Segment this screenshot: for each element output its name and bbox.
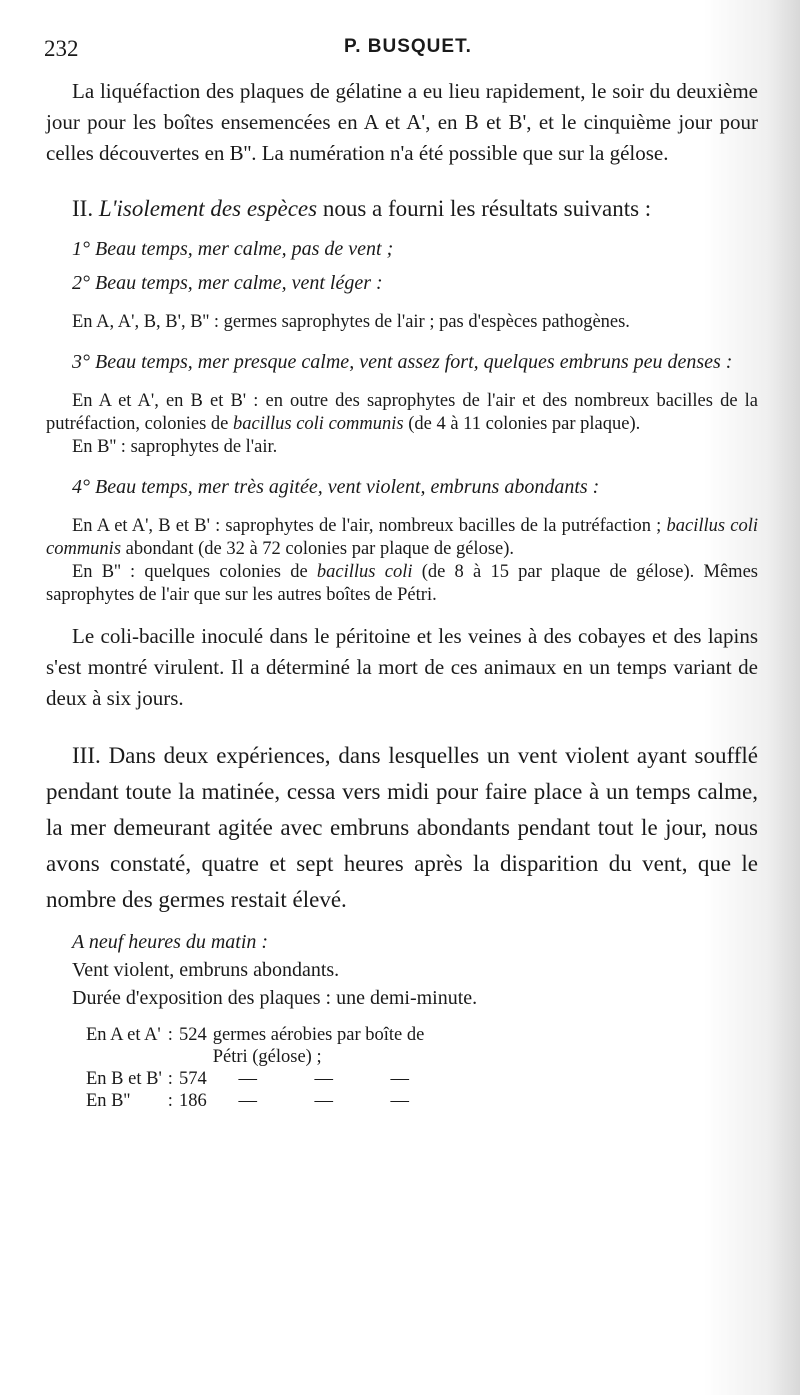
section-ii-heading [46, 193, 758, 225]
result-text: En A et A', en B et B' : en outre des saprophytes de l'air et des nombreux bacilles de la putréfaction, colonies de [46, 391, 758, 434]
result-text: En B'' : quelques colonies de [72, 562, 317, 582]
ditto-mark: — [238, 1069, 257, 1089]
result-3b: En B'' : saprophytes de l'air. [72, 437, 278, 457]
ditto-mark: — [314, 1069, 333, 1089]
table-row [86, 1068, 441, 1090]
table-row [86, 1090, 441, 1112]
ditto-mark: — [314, 1091, 333, 1111]
location-cell: En B et B' [86, 1069, 162, 1089]
species-name: bacillus coli communis [46, 516, 758, 559]
ditto-mark: — [238, 1091, 257, 1111]
result-1-2: En A, A', B, B', B'' : germes saprophytes de l'air ; pas d'espèces pathogènes. [72, 312, 630, 332]
count-cell: 524 [178, 1025, 207, 1045]
separator-cell: : [167, 1091, 173, 1111]
result-3a [46, 390, 758, 436]
separator-cell: : [167, 1069, 173, 1089]
germ-count-table [86, 1024, 441, 1112]
condition-text: 2° Beau temps, mer calme, vent léger : [72, 272, 383, 294]
species-name: bacillus coli [316, 562, 413, 582]
result-text: (de 4 à 11 colonies par plaque). [403, 414, 641, 434]
nine-am-heading [46, 928, 758, 956]
condition-text: 4° Beau temps, mer très agitée, vent violent, embruns abondants : [72, 476, 600, 498]
result-text: abondant (de 32 à 72 colonies par plaque de gélose). [121, 539, 515, 559]
species-name: bacillus coli communis [233, 414, 404, 434]
condition-text: 3° Beau temps, mer presque calme, vent assez fort, quelques embruns peu denses : [72, 351, 733, 373]
ditto-mark: — [390, 1069, 409, 1089]
condition-1 [46, 235, 758, 263]
page-header [44, 36, 760, 66]
table-row [86, 1024, 441, 1068]
result-4b [46, 561, 758, 607]
result-text: En A et A', B et B' : saprophytes de l'air, nombreux bacilles de la putréfaction ; [72, 516, 667, 536]
page-body [46, 76, 758, 1112]
count-cell: 186 [178, 1091, 207, 1111]
ditto-mark: — [390, 1091, 409, 1111]
condition-3 [46, 348, 758, 376]
result-text: (de 8 à 15 par plaque de gélose). Mêmes saprophytes de l'air que sur les autres boîtes de Pétri. [46, 562, 758, 605]
unit-cell: germes aérobies par boîte de Pétri (gélose) ; [212, 1025, 425, 1067]
location-cell: En B'' [86, 1091, 131, 1111]
condition-4 [46, 473, 758, 501]
count-cell: 574 [178, 1069, 207, 1089]
nine-am-line-2: Durée d'exposition des plaques : une demi-minute. [72, 987, 478, 1009]
time-heading: A neuf heures du matin : [72, 931, 269, 953]
paragraph-liquefaction: La liquéfaction des plaques de gélatine a eu lieu rapidement, le soir du deuxième jour pour les boîtes ensemencées en A et A', en B et B', et le cinquième jour pour celles découvertes en B''. La numération n'a été possible que sur la gélose. [46, 79, 758, 165]
section-title: L'isolement des espèces [98, 196, 318, 221]
running-title: P. BUSQUET. [344, 36, 472, 57]
section-iii-paragraph: III. Dans deux expériences, dans lesquelles un vent violent ayant soufflé pendant toute la matinée, cessa vers midi pour faire place à un temps calme, la mer demeurant agitée avec embruns abondants pendant tout le jour, nous avons constaté, quatre et sept heures après la disparition du vent, que le nombre des germes restait élevé. [46, 743, 758, 912]
section-lead: nous a fourni les résultats suivants : [317, 196, 652, 221]
paragraph-coli-bacille: Le coli-bacille inoculé dans le péritoine et les veines à des cobayes et des lapins s'est montré virulent. Il a déterminé la mort de ces animaux en un temps variant de deux à six jours. [46, 624, 758, 710]
section-number: II. [72, 196, 94, 221]
separator-cell: : [167, 1025, 173, 1045]
result-4a [46, 515, 758, 561]
page-number: 232 [44, 36, 79, 61]
condition-2 [46, 269, 758, 297]
condition-text: 1° Beau temps, mer calme, pas de vent ; [72, 238, 394, 260]
location-cell: En A et A' [86, 1025, 161, 1045]
nine-am-line-1: Vent violent, embruns abondants. [72, 959, 340, 981]
